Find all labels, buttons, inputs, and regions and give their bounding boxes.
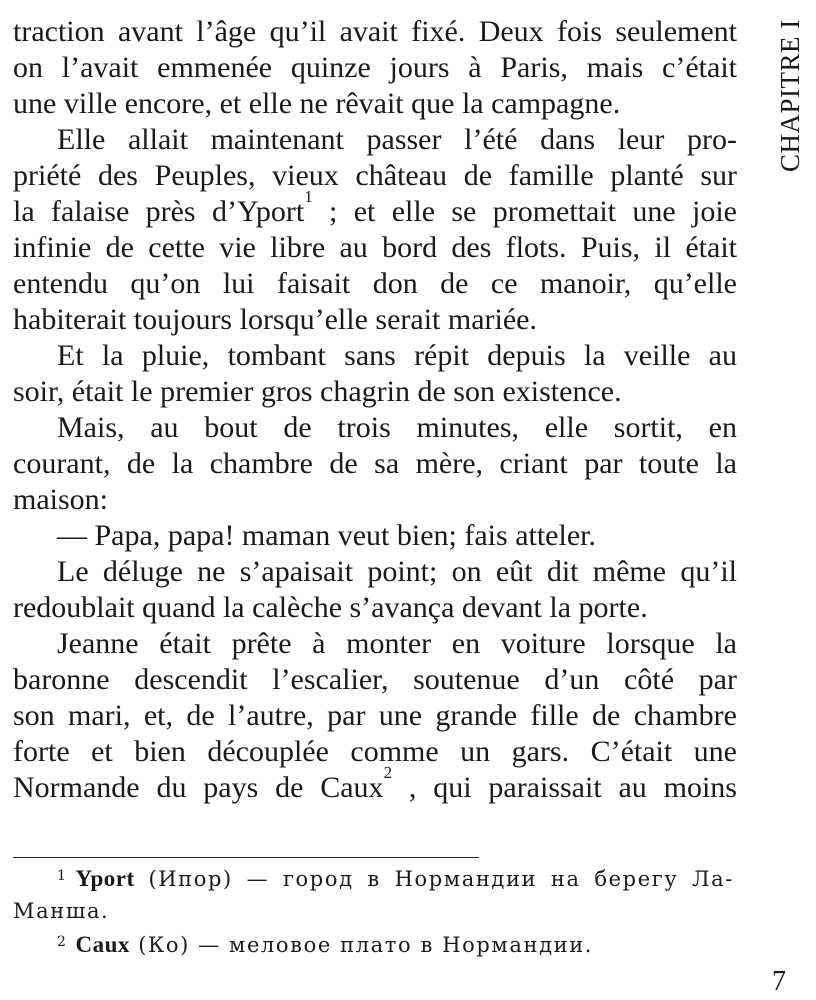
text-line: redoublait quand la calèche s’avança devant la porte.: [13, 591, 648, 624]
page-number: 7: [772, 966, 786, 997]
footnote-1: [13, 862, 734, 895]
text-line: baronne descendit l’escalier, soutenue d’un côté par: [13, 663, 737, 696]
text-line: habiterait toujours lorsqu’elle serait mariée.: [13, 303, 537, 336]
text-line: entendu qu’on lui faisait don de ce manoir, qu’elle: [13, 267, 737, 300]
text-segment: Normande du pays de Caux: [13, 771, 384, 804]
chapter-title: CHAPITRE I: [775, 19, 805, 172]
footnote-ref[interactable]: 2: [383, 763, 393, 782]
text-line: infinie de cette vie libre au bord des flots. Puis, il était: [13, 231, 737, 264]
text-line: on l’avait emmenée quinze jours à Paris, mais c’était: [13, 51, 737, 84]
footnote-number: 2: [57, 934, 68, 950]
footnote-text: (Ипор) — город в Нормандии на берегу Ла-: [134, 867, 734, 891]
footnote-ref[interactable]: 1: [304, 187, 313, 206]
footnote-2: [13, 928, 734, 961]
text-line: traction avant l’âge qu’il avait fixé. Deux fois seulement: [13, 15, 737, 48]
text-line: [13, 187, 737, 230]
text-line: Mais, au bout de trois minutes, elle sortit, en: [57, 411, 737, 444]
text-line: son mari, et, de l’autre, par une grande fille de chambre: [13, 699, 737, 732]
main-text: [13, 14, 737, 806]
text-line: — Papa, papa! maman veut bien; fais atteler.: [57, 519, 596, 552]
text-line: Le déluge ne s’apaisait point; on eût dit même qu’il: [57, 555, 737, 588]
footnote-1-continued: Манша.: [13, 899, 110, 923]
text-line: [13, 763, 737, 806]
text-segment: , qui paraissait au moins: [392, 771, 737, 804]
text-line: Jeanne était prête à monter en voiture lorsque la: [57, 627, 737, 660]
footnote-number: 1: [57, 868, 68, 884]
text-line: Et la pluie, tombant sans répit depuis la veille au: [57, 339, 737, 372]
footnote-divider: [13, 857, 479, 858]
footnote-term: Caux: [75, 932, 130, 957]
text-segment: ; et elle se promettait une joie: [312, 195, 737, 228]
footnote-text: (Ко) — меловое плато в Нормандии.: [129, 933, 594, 957]
footnotes: [13, 862, 734, 961]
text-line: courant, de la chambre de sa mère, criant par toute la: [13, 447, 737, 480]
text-segment: la falaise près d’Yport: [13, 195, 305, 228]
text-line: maison:: [13, 483, 108, 516]
text-line: forte et bien découplée comme un gars. C’était une: [13, 735, 737, 768]
text-line: soir, était le premier gros chagrin de son existence.: [13, 375, 622, 408]
footnote-term: Yport: [75, 866, 135, 891]
text-line: priété des Peuples, vieux château de famille planté sur: [13, 159, 737, 192]
text-line: Elle allait maintenant passer l’été dans leur pro-: [57, 123, 737, 156]
text-line: une ville encore, et elle ne rêvait que la campagne.: [13, 87, 621, 120]
